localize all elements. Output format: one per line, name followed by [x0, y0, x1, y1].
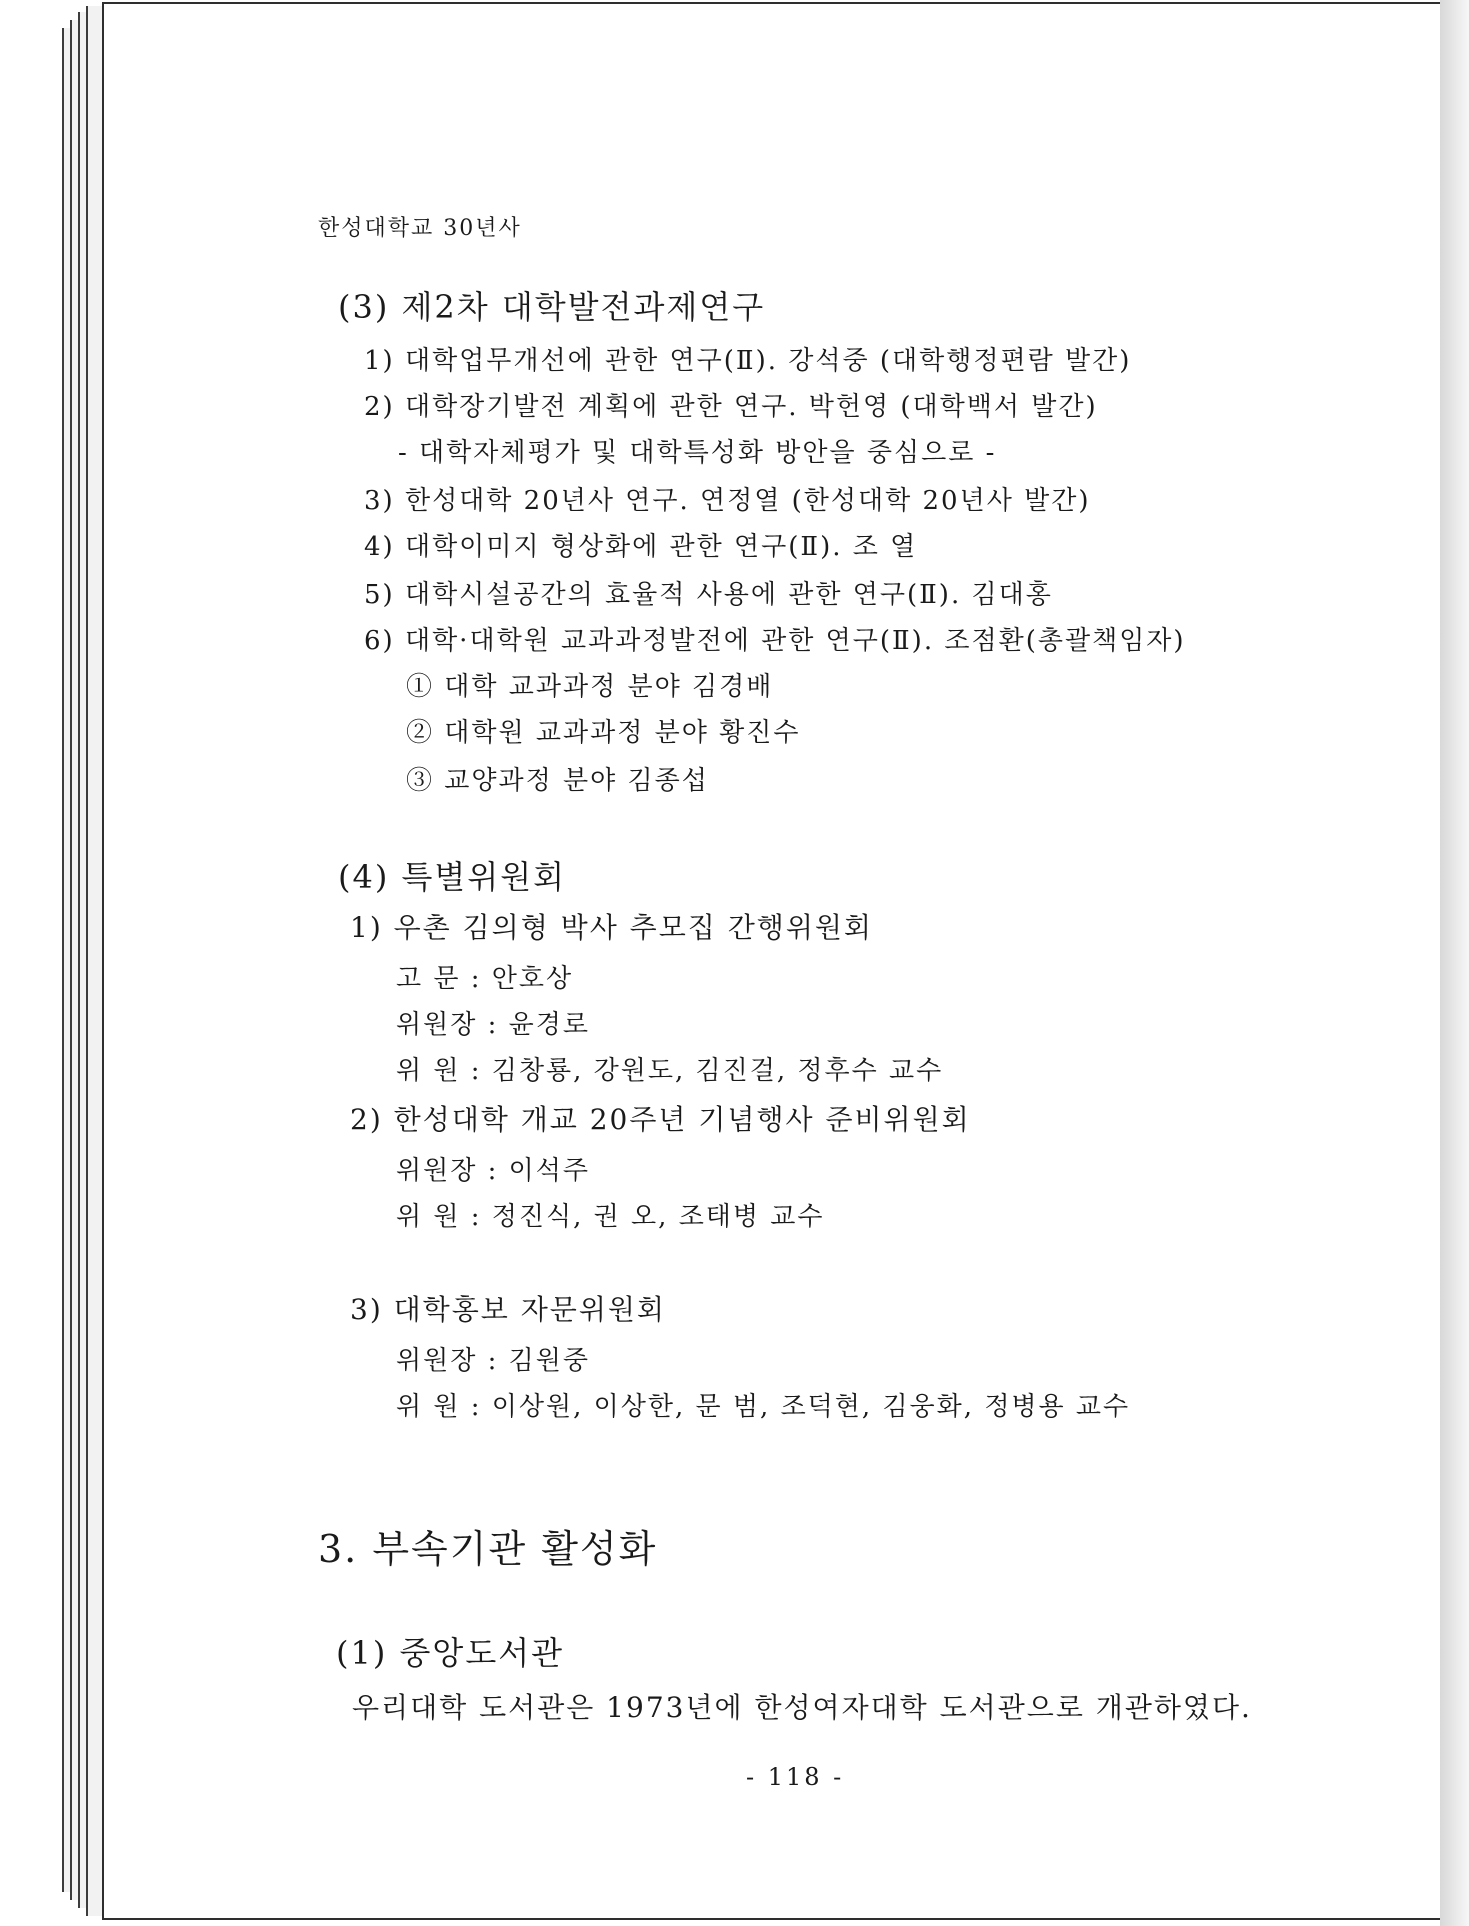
section-3-subitem: ① 대학 교과과정 분야 김경배: [406, 672, 774, 702]
section-3-item: 2) 대학장기발전 계획에 관한 연구. 박헌영 (대학백서 발간): [364, 392, 1098, 422]
committee-member-line: 고 문 : 안호상: [396, 964, 574, 994]
committee-title: 2) 한성대학 개교 20주년 기념행사 준비위원회: [350, 1103, 971, 1136]
document-page: [102, 2, 1442, 1920]
section-3-subitem: ③ 교양과정 분야 김종섭: [406, 766, 709, 796]
body-paragraph: 우리대학 도서관은 1973년에 한성여자대학 도서관으로 개관하였다.: [352, 1691, 1252, 1724]
page-shadow: [1440, 0, 1469, 1926]
section-3-item: 3) 한성대학 20년사 연구. 연정열 (한성대학 20년사 발간): [364, 486, 1091, 516]
committee-member-line: 위 원 : 이상원, 이상한, 문 범, 조덕현, 김웅화, 정병용 교수: [396, 1392, 1131, 1422]
sub-heading: (1) 중앙도서관: [336, 1634, 565, 1672]
committee-member-line: 위원장 : 이석주: [396, 1156, 590, 1186]
committee-title: 3) 대학홍보 자문위원회: [350, 1293, 666, 1326]
committee-member-line: 위 원 : 정진식, 권 오, 조태병 교수: [396, 1202, 825, 1232]
section-3-subitem: ② 대학원 교과과정 분야 황진수: [406, 718, 801, 748]
section-3-item: 4) 대학이미지 형상화에 관한 연구(Ⅱ). 조 열: [364, 532, 918, 562]
chapter-heading: 3. 부속기관 활성화: [318, 1527, 658, 1571]
running-header: 한성대학교 30년사: [318, 216, 522, 241]
section-3-heading: (3) 제2차 대학발전과제연구: [338, 288, 766, 326]
committee-member-line: 위 원 : 김창룡, 강원도, 김진걸, 정후수 교수: [396, 1056, 944, 1086]
committee-member-line: 위원장 : 김원중: [396, 1346, 590, 1376]
committee-title: 1) 우촌 김의형 박사 추모집 간행위원회: [350, 911, 873, 944]
section-4-heading: (4) 특별위원회: [338, 858, 567, 896]
section-3-item: 6) 대학·대학원 교과과정발전에 관한 연구(Ⅱ). 조점환(총괄책임자): [364, 626, 1186, 656]
section-3-subtitle: - 대학자체평가 및 대학특성화 방안을 중심으로 -: [398, 438, 997, 468]
page-number: - 118 -: [746, 1763, 845, 1791]
section-3-item: 1) 대학업무개선에 관한 연구(Ⅱ). 강석중 (대학행정편람 발간): [364, 346, 1132, 376]
committee-member-line: 위원장 : 윤경로: [396, 1010, 590, 1040]
section-3-item: 5) 대학시설공간의 효율적 사용에 관한 연구(Ⅱ). 김대홍: [364, 580, 1053, 610]
